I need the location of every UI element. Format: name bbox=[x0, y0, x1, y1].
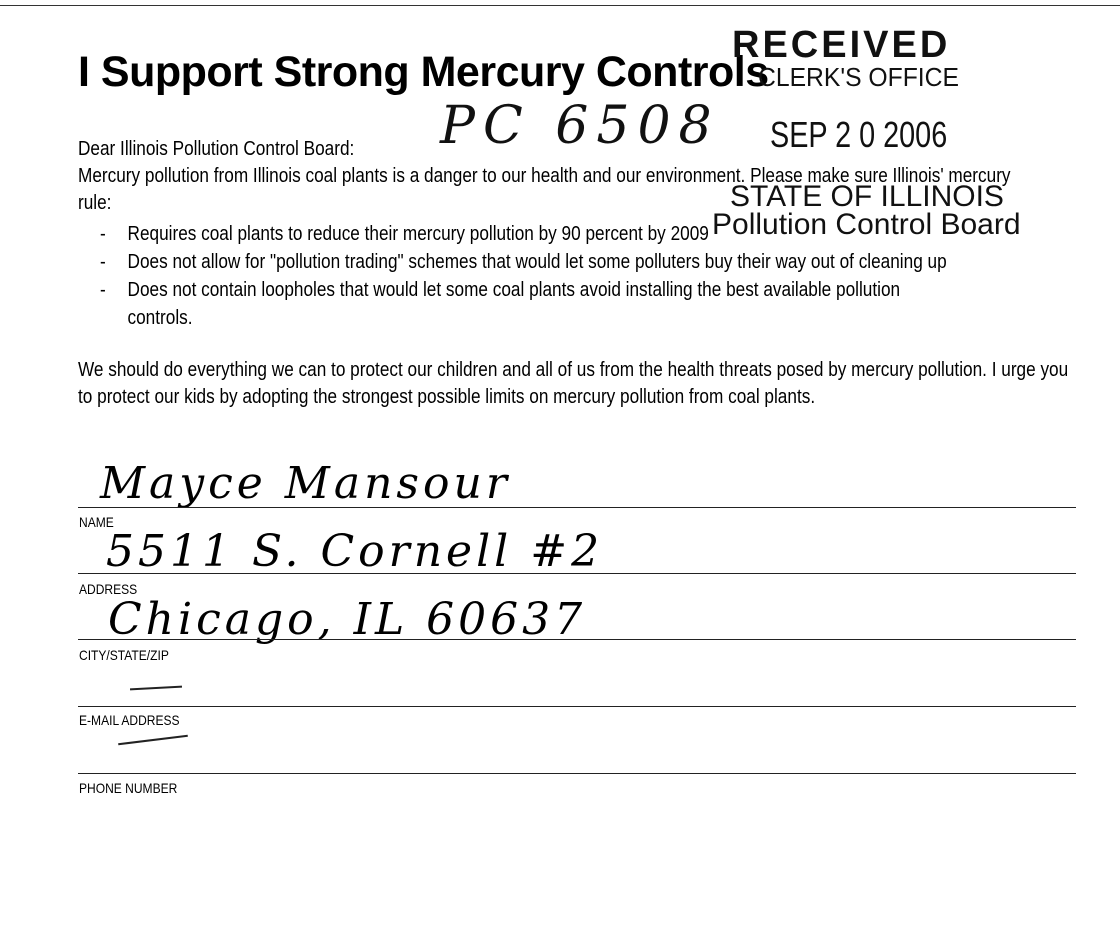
intro-paragraph: Mercury pollution from Illinois coal plants is a danger to our health and our environment. Please make sure Illinois' mercury rule: bbox=[78, 165, 1011, 214]
stamp-date: SEP 2 0 2006 bbox=[770, 114, 948, 155]
name-line bbox=[78, 507, 1076, 508]
salutation: Dear Illinois Pollution Control Board: bbox=[78, 138, 355, 160]
address-line bbox=[78, 573, 1076, 574]
email-line bbox=[78, 706, 1076, 707]
city-state-zip-value: Chicago, IL 60637 bbox=[108, 594, 587, 645]
list-item-text: Requires coal plants to reduce their mercury pollution by 90 percent by 2009 bbox=[127, 223, 709, 245]
pc-number-handwritten: PC 6508 bbox=[440, 96, 720, 156]
list-item: - Does not contain loopholes that would let some coal plants avoid installing the best available pollution controls. bbox=[100, 279, 901, 329]
stamp-board: Pollution Control Board bbox=[712, 208, 1021, 241]
address-value: 5511 S. Cornell #2 bbox=[106, 526, 604, 577]
stamp-state: STATE OF ILLINOIS bbox=[730, 180, 1004, 213]
received-stamp: RECEIVED bbox=[732, 24, 951, 66]
list-item: - Does not allow for "pollution trading" schemes that would let some polluters buy their way out of cleaning up bbox=[100, 251, 947, 273]
list-item-text: Does not contain loopholes that would let some coal plants avoid installing the best available pollution controls. bbox=[127, 279, 901, 329]
clerk-office-stamp: CLERK'S OFFICE bbox=[758, 62, 959, 92]
demands-list bbox=[100, 220, 960, 332]
city-state-zip-line bbox=[78, 639, 1076, 640]
email-label: E-MAIL ADDRESS bbox=[79, 712, 180, 728]
phone-line bbox=[78, 773, 1076, 774]
closing-paragraph: We should do everything we can to protect our children and all of us from the health threats posed by mercury pollution. I urge you to protect our kids by adopting the strongest possible limits on mercury pollution from coal plants. bbox=[78, 359, 1069, 408]
page-title: I Support Strong Mercury Controls bbox=[78, 48, 769, 96]
top-rule bbox=[0, 5, 1120, 6]
name-label: NAME bbox=[79, 514, 114, 530]
list-item-text: Does not allow for "pollution trading" schemes that would let some polluters buy their way out of cleaning up bbox=[127, 251, 947, 273]
city-state-zip-label: CITY/STATE/ZIP bbox=[79, 647, 169, 663]
email-dash-mark bbox=[130, 686, 182, 691]
phone-dash-mark bbox=[118, 735, 188, 746]
phone-label: PHONE NUMBER bbox=[79, 780, 178, 796]
name-value: Mayce Mansour bbox=[100, 458, 511, 509]
address-label: ADDRESS bbox=[79, 581, 138, 597]
list-item: - Requires coal plants to reduce their mercury pollution by 90 percent by 2009 bbox=[100, 223, 709, 245]
